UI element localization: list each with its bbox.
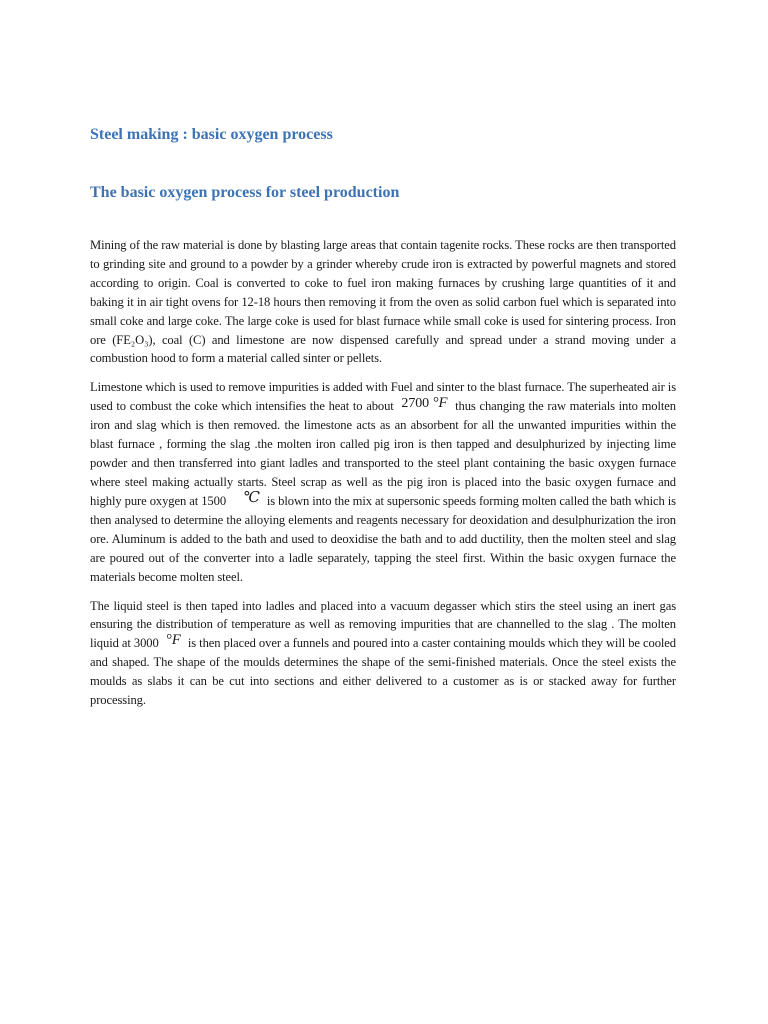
- temperature-formula-2700f: [401, 394, 447, 413]
- paragraph-blast-furnace-text-2: thus changing the raw materials into molten iron and slag which is then removed. the limestone acts as an absorbent for all the unwanted impurities within the blast furnace , forming the slag .the molten iron called pig iron is then tapped and desulphurized by injecting lime powder and then transferred into giant ladles and transported to the steel plant containing the basic oxygen furnace where steel making actually starts. Steel scrap as well as the pig iron is placed into the basic oxygen furnace and highly pure oxygen at 1500: [90, 399, 676, 508]
- temperature-formula-celsius: [233, 489, 260, 508]
- temperature-value: 2700: [401, 396, 430, 412]
- paragraph-blast-furnace-text-1: Limestone which is used to remove impurities is added with Fuel and sinter to the blast furnace. The superheated air is used to combust the coke which intensifies the heat to about: [90, 380, 676, 414]
- paragraph-raw-material: Mining of the raw material is done by blasting large areas that contain tagenite rocks. These rocks are then transported to grinding site and ground to a powder by a grinder whereby crude iron is extracted by powerful magnets and stored according to origin. Coal is converted to coke to fuel iron making furnaces by crushing large quantities of it and baking it in air tight ovens for 12-18 hours then removing it from the oven as solid carbon fuel which is separated into small coke and large coke. The large coke is used for blast furnace while small coke is used for sintering process. Iron ore (FE₂O₃), coal (C) and limestone are now dispensed carefully and spread under a strand moving under a combustion hood to form a material called sinter or pellets.: [90, 238, 676, 366]
- section-heading: The basic oxygen process for steel production: [90, 184, 400, 201]
- fahrenheit-unit-2: °F: [165, 632, 181, 649]
- document-content: [90, 122, 676, 720]
- temperature-formula-3000f: [166, 631, 181, 650]
- paragraph-blast-furnace-text-3: is blown into the mix at supersonic speeds forming molten called the bath which is then analysed to determine the alloying elements and reagents necessary for deoxidation and desulphurization the iron ore. Aluminum is added to the bath and used to deoxidise the bath and to add ductility, then the molten steel and slag are poured out of the converter into a ladle separately, tapping the steel first. Within the basic oxygen furnace the materials become molten steel.: [90, 493, 676, 584]
- document-title: Steel making : basic oxygen process: [90, 126, 333, 143]
- paragraph-liquid-steel-text-1: The liquid steel is then taped into ladles and placed into a vacuum degasser which stirs the steel using an inert gas ensuring the distribution of temperature as well as removing impurities that are channelled to the slag . The molten liquid at 3000: [90, 598, 676, 651]
- paragraph-liquid-steel-text-2: is then placed over a funnels and poured into a caster containing moulds which they will be cooled and shaped. The shape of the moulds determines the shape of the semi-finished materials. Once the steel exists the moulds as slabs it can be cut into sections and either delivered to a customer as is or stacked away for further processing.: [90, 636, 676, 708]
- celsius-unit: ℃: [243, 489, 260, 506]
- fahrenheit-unit: °F: [432, 395, 448, 412]
- paragraph-liquid-steel: [90, 597, 676, 711]
- paragraph-blast-furnace: [90, 378, 676, 586]
